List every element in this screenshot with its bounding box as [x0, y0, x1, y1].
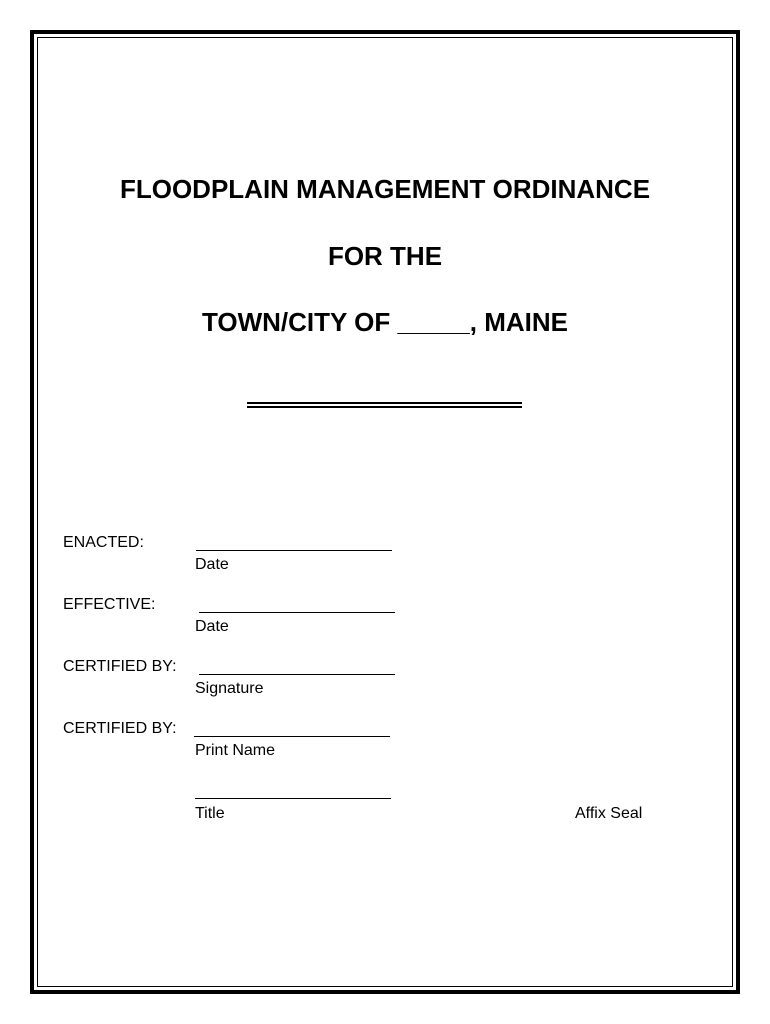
title-caption: Title — [195, 805, 225, 822]
certified-by-signature-label: CERTIFIED BY: — [63, 658, 177, 675]
title-line[interactable] — [195, 798, 391, 799]
effective-date-line[interactable] — [199, 612, 395, 613]
signature-line[interactable] — [199, 674, 395, 675]
enacted-date-line[interactable] — [196, 550, 392, 551]
print-name-caption: Print Name — [195, 742, 276, 759]
ordinance-title: FLOODPLAIN MANAGEMENT ORDINANCE — [119, 174, 651, 204]
effective-date-caption: Date — [195, 618, 229, 635]
certified-by-name-label: CERTIFIED BY: — [63, 720, 177, 737]
enacted-label: ENACTED: — [63, 534, 144, 551]
ordinance-subtitle: FOR THE — [327, 241, 443, 271]
signature-caption: Signature — [195, 680, 264, 697]
effective-label: EFFECTIVE: — [63, 596, 156, 613]
enacted-date-caption: Date — [195, 556, 229, 573]
affix-seal-label: Affix Seal — [575, 805, 643, 822]
print-name-line[interactable] — [194, 736, 390, 737]
ordinance-municipality: TOWN/CITY OF _____, MAINE — [201, 307, 568, 337]
title-divider — [247, 402, 522, 408]
